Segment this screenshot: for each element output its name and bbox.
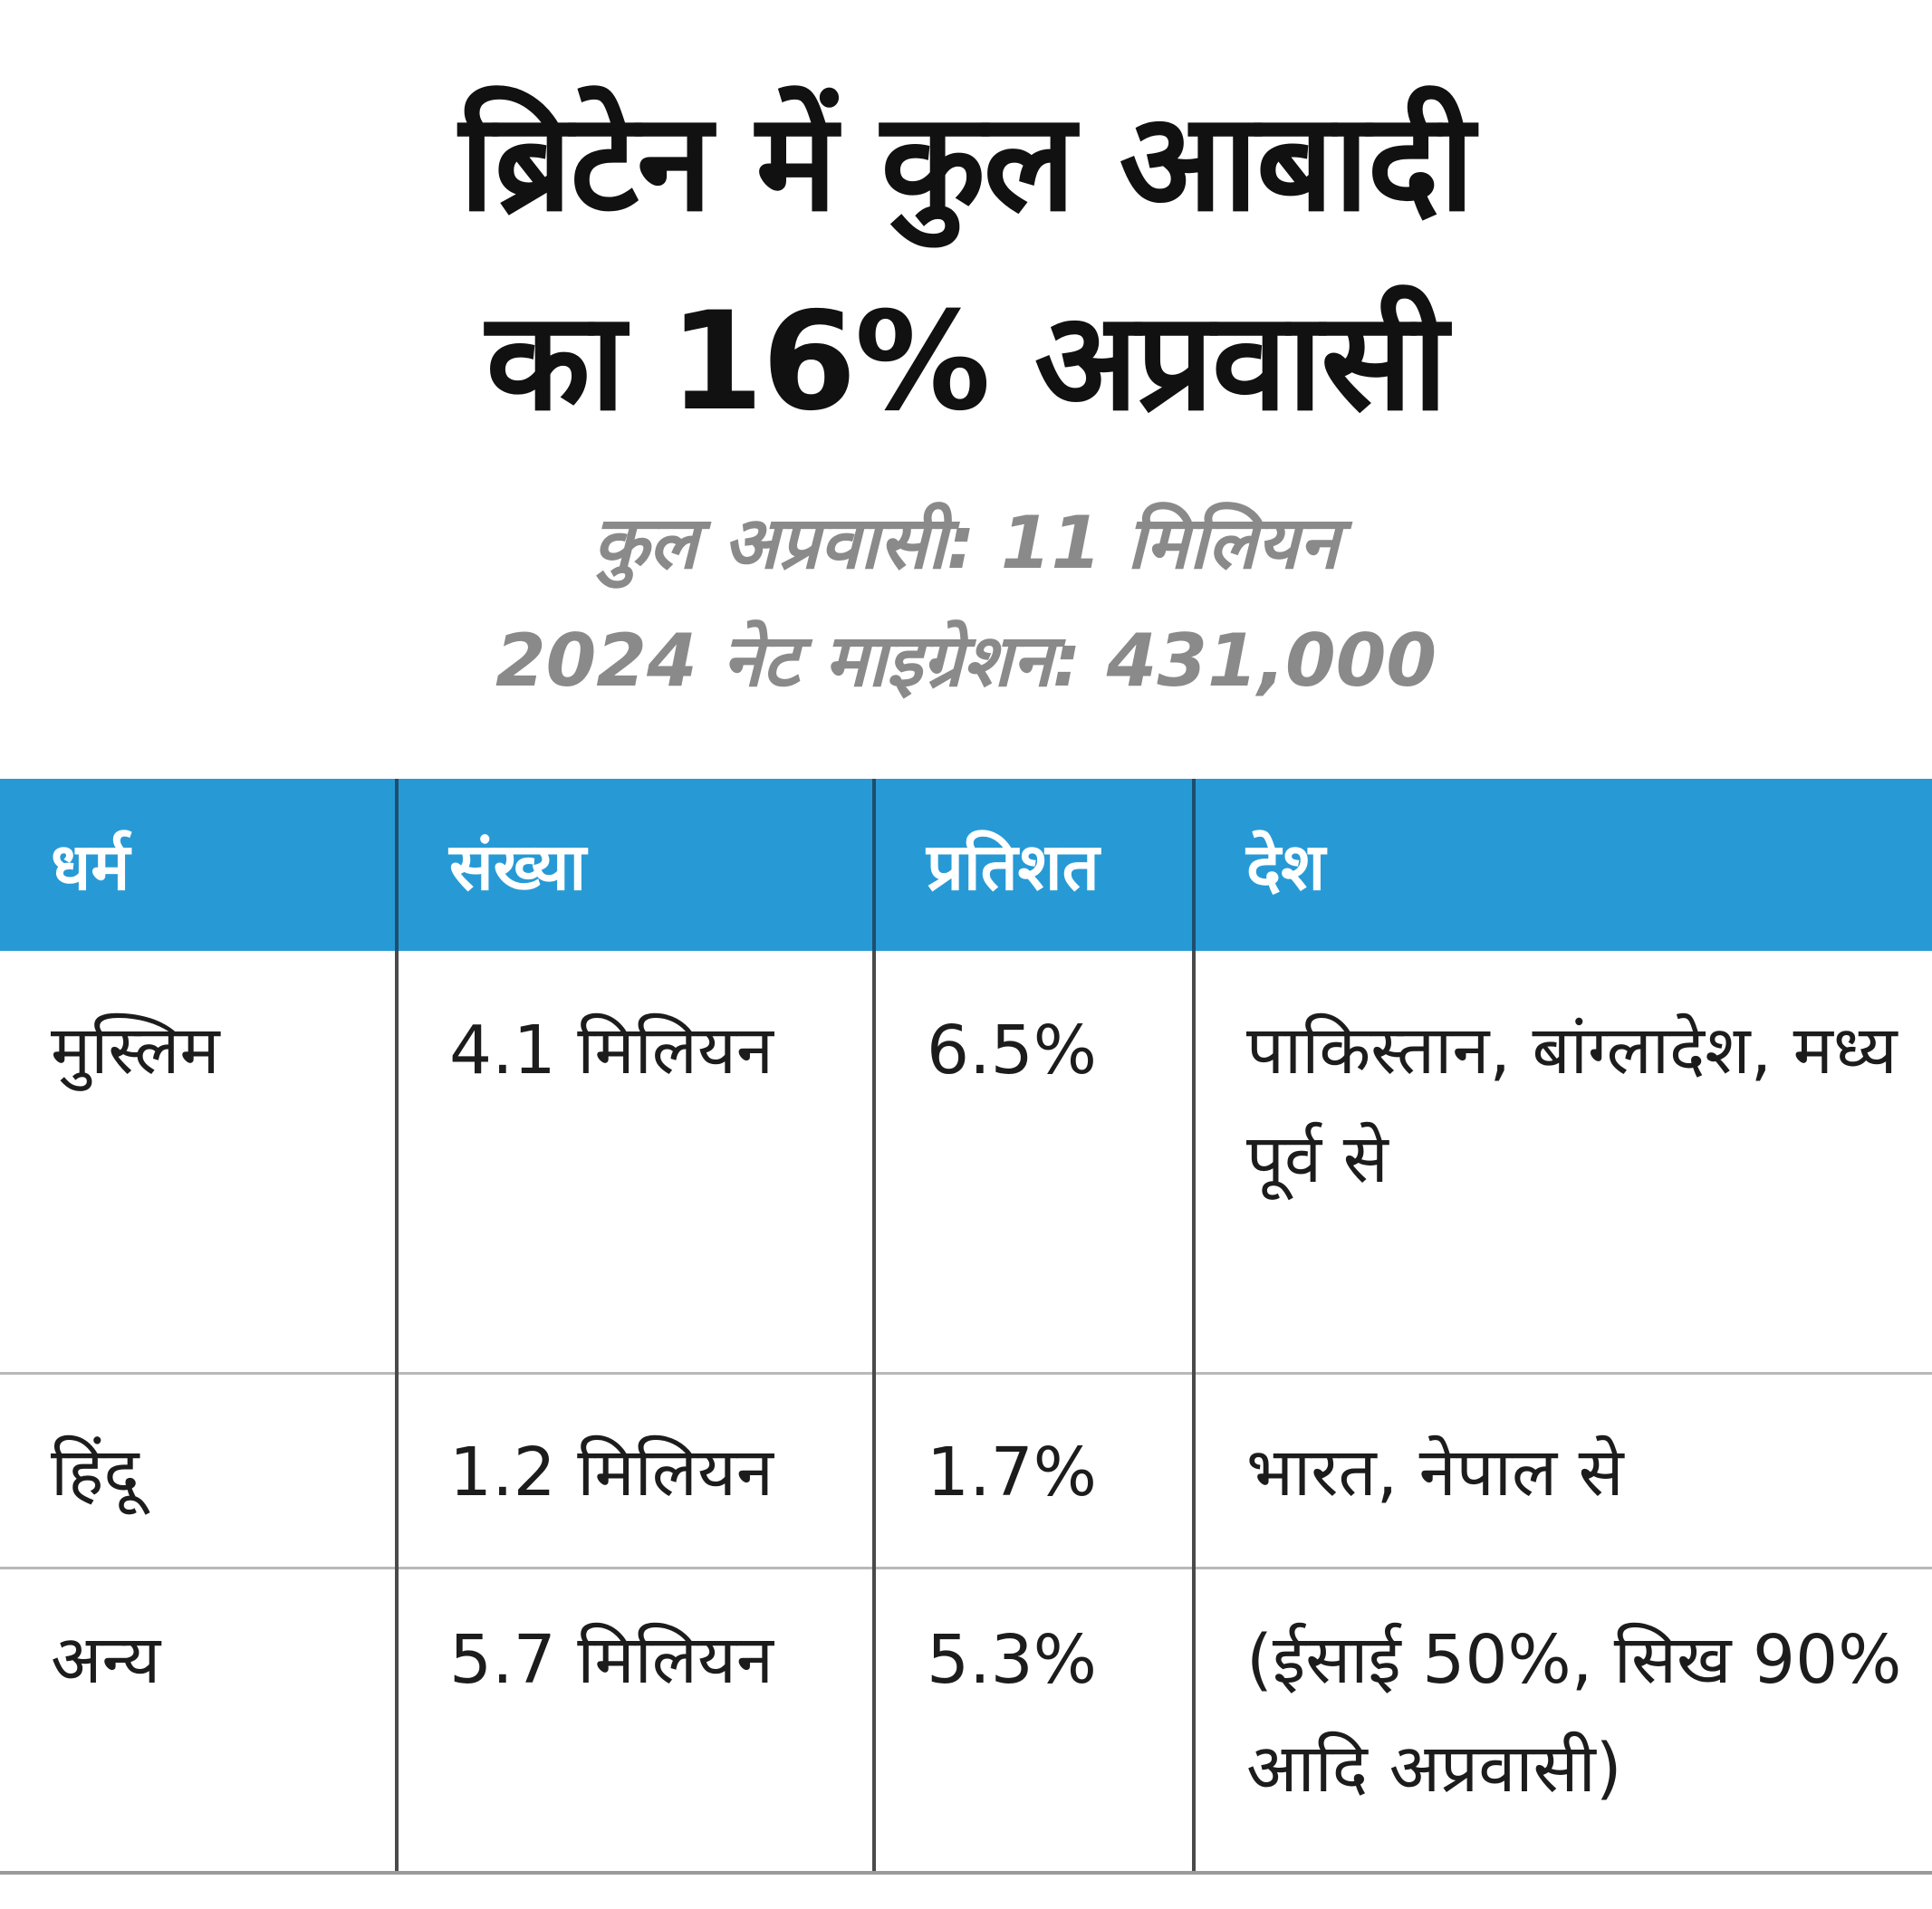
header-count: संख्या bbox=[397, 779, 874, 951]
cell-percent: 6.5% bbox=[874, 951, 1194, 1373]
religion-table bbox=[0, 779, 1932, 1875]
cell-percent: 5.3% bbox=[874, 1568, 1194, 1873]
cell-countries: (ईसाई 50%, सिख 90% आदि अप्रवासी) bbox=[1194, 1568, 1932, 1873]
cell-count: 5.7 मिलियन bbox=[397, 1568, 874, 1873]
cell-count: 4.1 मिलियन bbox=[397, 951, 874, 1373]
cell-count: 1.2 मिलियन bbox=[397, 1373, 874, 1568]
table-row bbox=[0, 1373, 1932, 1568]
cell-religion: मुस्लिम bbox=[0, 951, 397, 1373]
title-line-2: का 16% अप्रवासी bbox=[485, 283, 1447, 441]
net-migration-text: 2024 नेट माइग्रेशन: 431,000 bbox=[495, 619, 1437, 703]
subtitle bbox=[0, 484, 1932, 720]
header-country: देश bbox=[1194, 779, 1932, 951]
header-percent: प्रतिशत bbox=[874, 779, 1194, 951]
cell-countries: पाकिस्तान, बांग्लादेश, मध्य पूर्व से bbox=[1194, 951, 1932, 1373]
table-row bbox=[0, 1568, 1932, 1873]
title-line-1: ब्रिटेन में कुल आबादी bbox=[459, 84, 1473, 242]
header-religion: धर्म bbox=[0, 779, 397, 951]
total-immigrants-text: कुल अप्रवासी: 11 मिलियन bbox=[592, 501, 1340, 585]
table-row bbox=[0, 951, 1932, 1373]
table-header-row bbox=[0, 779, 1932, 951]
cell-countries: भारत, नेपाल से bbox=[1194, 1373, 1932, 1568]
cell-religion: अन्य bbox=[0, 1568, 397, 1873]
cell-percent: 1.7% bbox=[874, 1373, 1194, 1568]
cell-religion: हिंदू bbox=[0, 1373, 397, 1568]
page-title bbox=[0, 63, 1932, 462]
